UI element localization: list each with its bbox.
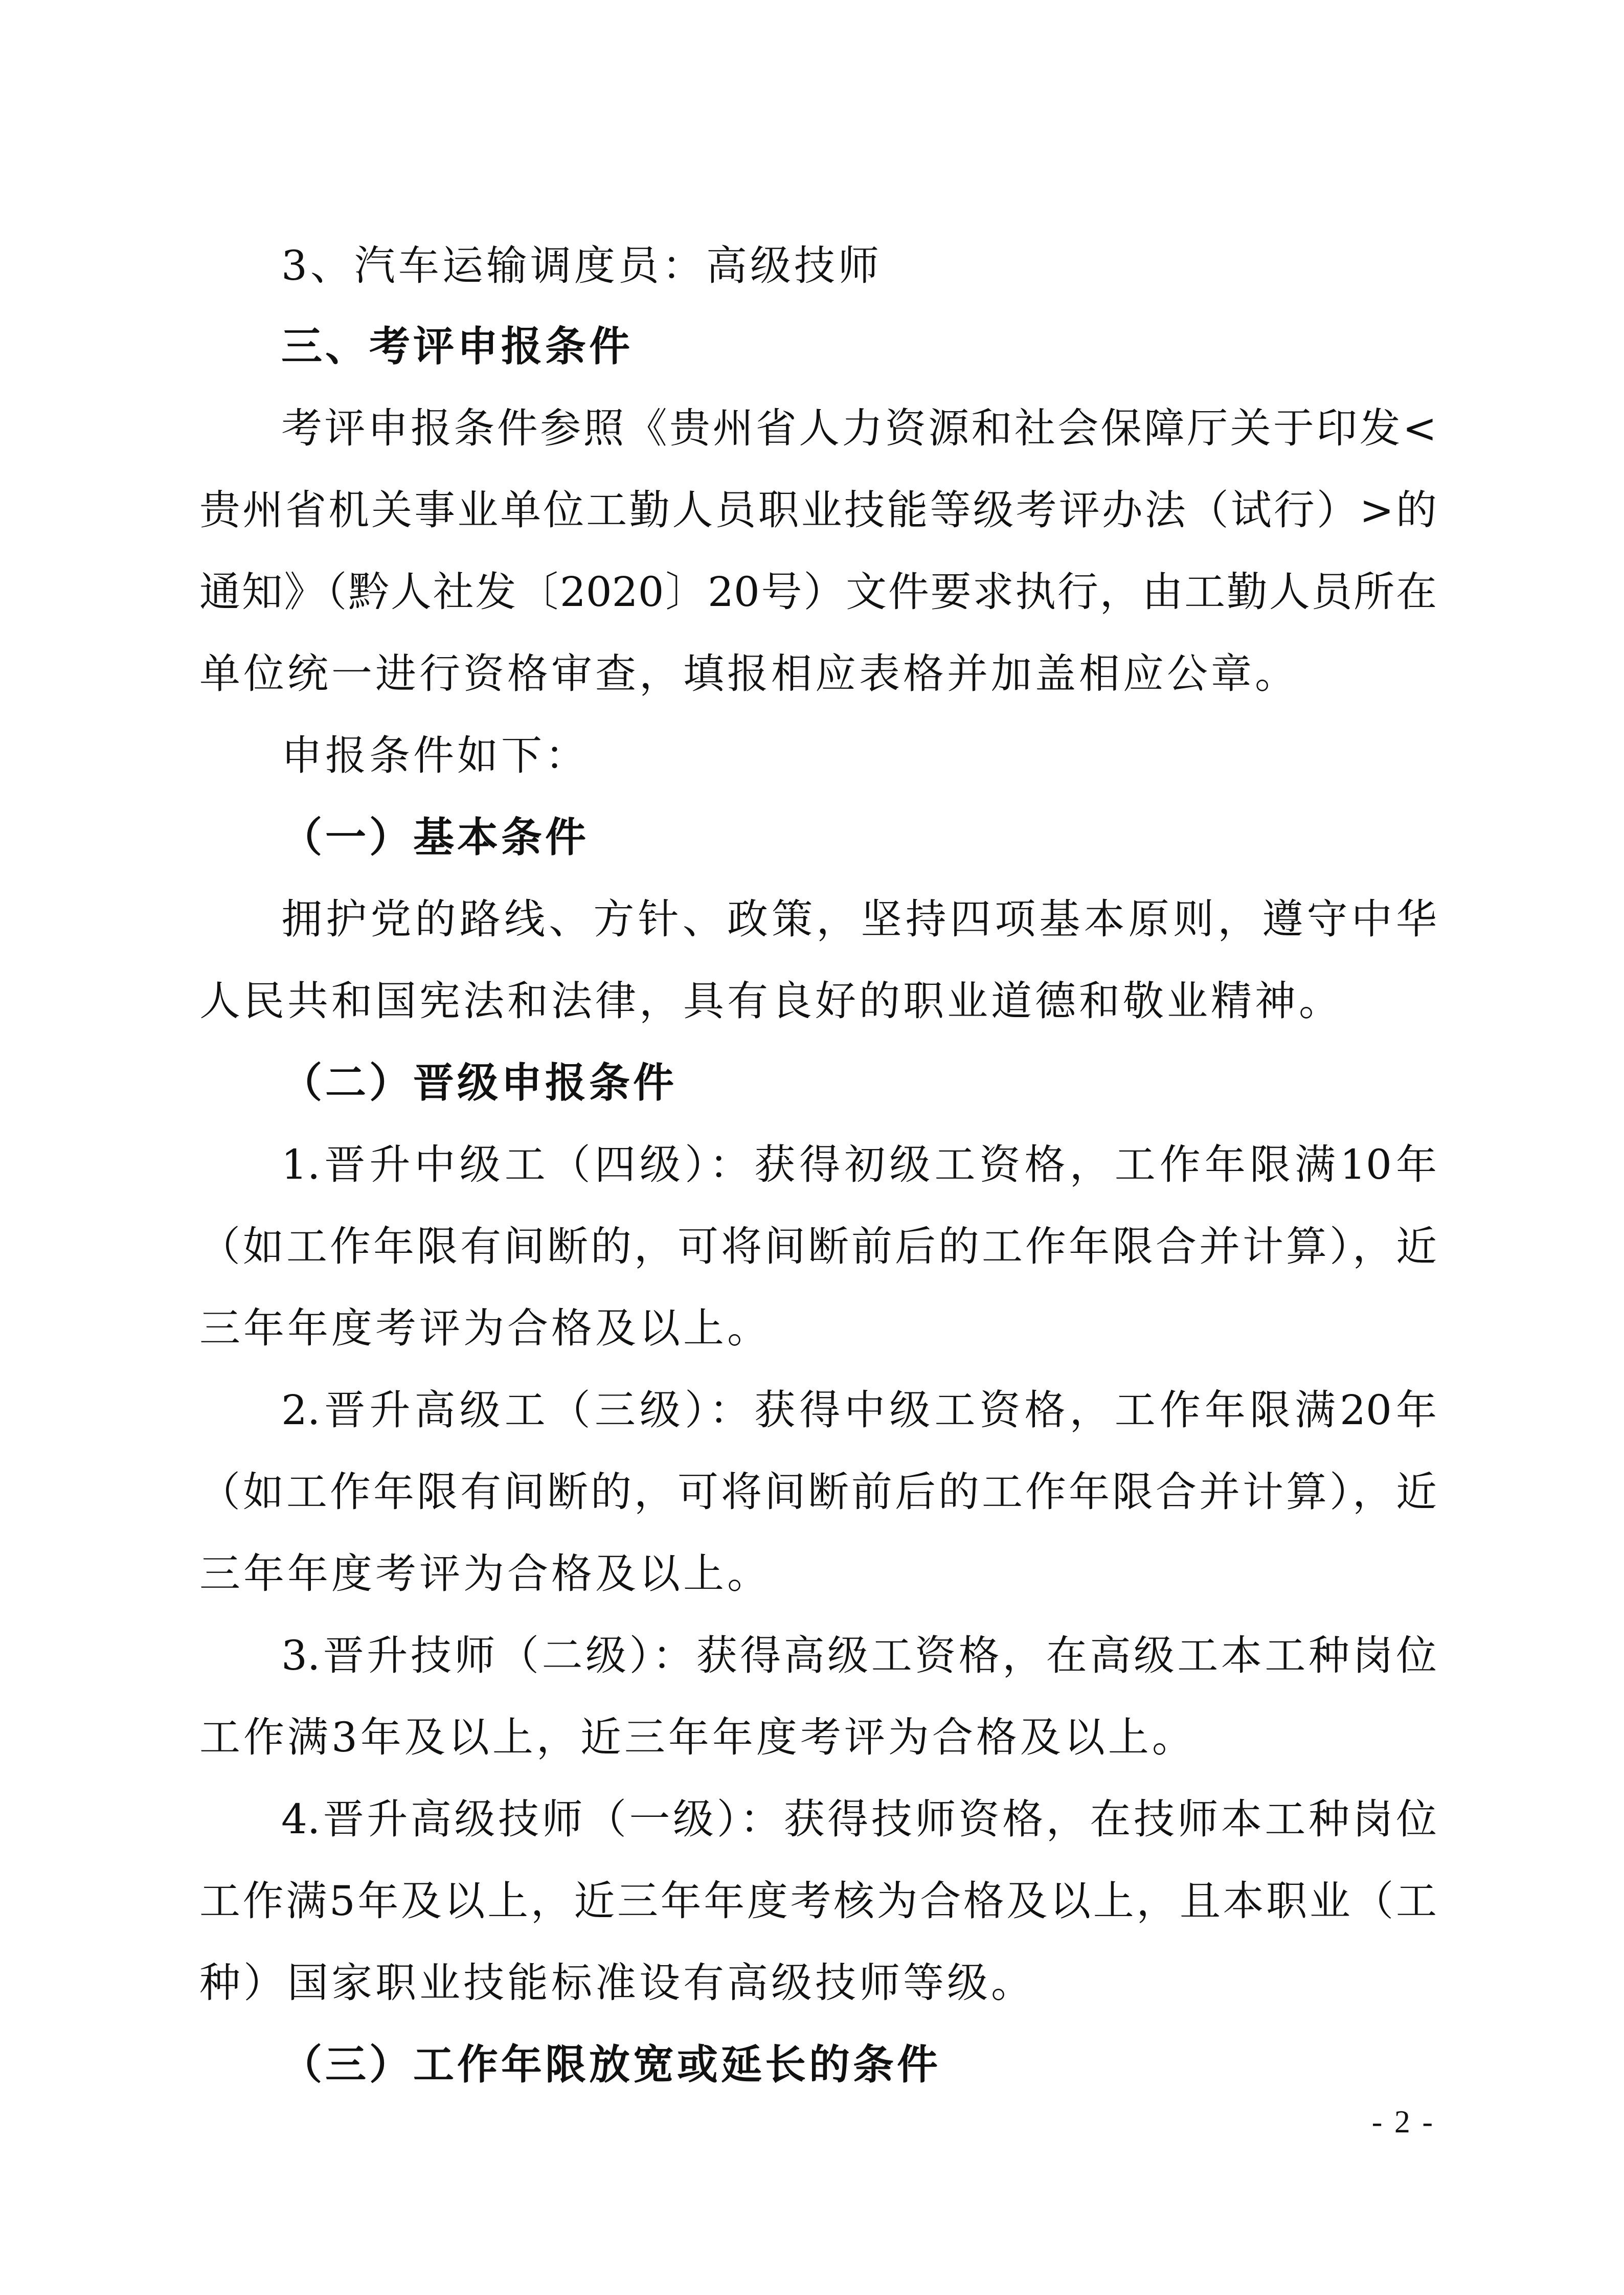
paragraph-line: 拥护党的路线、方针、政策，坚持四项基本原则，遵守中华 [281,895,1437,943]
paragraph-line: 通知》（黔人社发〔2020〕20号）文件要求执行，由工勤人员所在 [199,568,1437,616]
page-number: - 2 - [1371,2105,1435,2140]
paragraph-line: 考评申报条件参照《贵州省人力资源和社会保障厅关于印发< [281,404,1437,452]
subsection-heading-basic: （一）基本条件 [281,814,589,861]
paragraph-line: （如工作年限有间断的，可将间断前后的工作年限合并计算），近 [199,1468,1437,1516]
paragraph-line: 工作满3年及以上，近三年年度考评为合格及以上。 [199,1714,1196,1761]
paragraph-line: 三年年度考评为合格及以上。 [199,1304,771,1352]
paragraph-line: 2.晋升高级工（三级）：获得中级工资格，工作年限满20年 [281,1386,1437,1434]
paragraph-line: 人民共和国宪法和法律，具有良好的职业道德和敬业精神。 [199,977,1343,1025]
section-heading-3: 三、考评申报条件 [281,323,633,370]
paragraph-line: 单位统一进行资格审查，填报相应表格并加盖相应公章。 [199,650,1299,698]
paragraph-line: 三年年度考评为合格及以上。 [199,1550,771,1598]
paragraph-line: 4.晋升高级技师（一级）：获得技师资格，在技师本工种岗位 [281,1795,1437,1843]
paragraph-line: 贵州省机关事业单位工勤人员职业技能等级考评办法（试行）>的 [199,486,1437,534]
paragraph-line: 种）国家职业技能标准设有高级技师等级。 [199,1959,1035,2007]
paragraph-line: 1.晋升中级工（四级）：获得初级工资格，工作年限满10年 [281,1141,1437,1188]
subsection-heading-work-years: （三）工作年限放宽或延长的条件 [281,2041,941,2088]
paragraph-line: （如工作年限有间断的，可将间断前后的工作年限合并计算），近 [199,1223,1437,1270]
paragraph-line: 申报条件如下： [281,732,589,779]
paragraph-line: 3.晋升技师（二级）：获得高级工资格，在高级工本工种岗位 [281,1632,1437,1679]
list-item-dispatcher: 3、汽车运输调度员：高级技师 [281,242,882,289]
subsection-heading-promotion: （二）晋级申报条件 [281,1059,677,1107]
paragraph-line: 工作满5年及以上，近三年年度考核为合格及以上，且本职业（工 [199,1877,1437,1925]
